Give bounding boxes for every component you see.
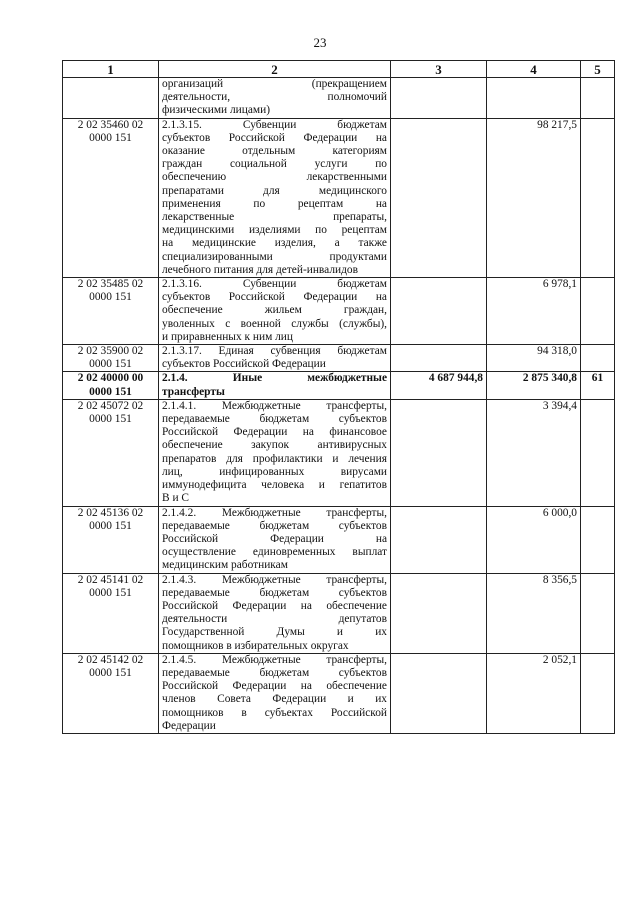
amount-col3: 4 687 944,8 (391, 372, 487, 399)
classification-code: 2 02 35460 02 0000 151 (63, 118, 159, 277)
classification-code: 2 02 45142 02 0000 151 (63, 653, 159, 733)
description-line: субъектов Российской Федерации на (162, 131, 387, 144)
revenue-description (159, 506, 391, 573)
description-line: оказание отдельным категориям (162, 145, 387, 158)
description-line: помощников в избирательных округах (162, 639, 349, 652)
description-line: помощников в субъектах Российской (162, 706, 387, 719)
amount-col4: 2 875 340,8 (487, 372, 581, 399)
amount-col4: 3 394,4 (487, 399, 581, 506)
description-line: обеспечение жильем граждан, (162, 304, 387, 317)
header-cell: 5 (581, 61, 615, 78)
amount-col4: 8 356,5 (487, 573, 581, 653)
amount-col3 (391, 399, 487, 506)
description-line: В и С (162, 492, 189, 505)
description-line: препаратами для медицинского (162, 184, 387, 197)
description-line: 2.1.3.16. Субвенции бюджетам (162, 278, 387, 291)
table-body (63, 78, 615, 734)
description-line: Государственной Думы и их (162, 626, 387, 639)
description-line: передаваемые бюджетам субъектов (162, 586, 387, 599)
table-row (63, 372, 615, 399)
description-line: иммунодефицита человека и гепатитов (162, 479, 387, 492)
description-line: 2.1.4.1. Межбюджетные трансферты, (162, 399, 387, 412)
revenue-description (159, 573, 391, 653)
classification-code (63, 78, 159, 119)
revenue-description (159, 78, 391, 119)
description-line: специализированными продуктами (162, 250, 387, 263)
description-line: Российской Федерации на (162, 532, 387, 545)
classification-code: 2 02 45072 02 0000 151 (63, 399, 159, 506)
description-line: субъектов Российской Федерации (162, 358, 326, 371)
table-row (63, 278, 615, 345)
description-line: 2.1.4.2. Межбюджетные трансферты, (162, 506, 387, 519)
amount-col3 (391, 118, 487, 277)
description-line: граждан социальной услуги по (162, 158, 387, 171)
amount-col5 (581, 573, 615, 653)
classification-code: 2 02 35485 02 0000 151 (63, 278, 159, 345)
revenue-description (159, 345, 391, 372)
amount-col4: 6 978,1 (487, 278, 581, 345)
description-line: и приравненных к ним лиц (162, 330, 294, 343)
header-cell: 4 (487, 61, 581, 78)
amount-col5 (581, 278, 615, 345)
description-line: деятельности депутатов (162, 613, 387, 626)
description-line: Российской Федерации на финансовое (162, 426, 387, 439)
header-cell: 3 (391, 61, 487, 78)
table-row (63, 573, 615, 653)
amount-col5 (581, 653, 615, 733)
description-line: трансферты (162, 385, 225, 398)
description-line: применения по рецептам на (162, 197, 387, 210)
budget-table (62, 60, 615, 734)
page-number: 23 (313, 35, 327, 50)
description-line: 2.1.4.3. Межбюджетные трансферты, (162, 573, 387, 586)
description-line: осуществление единовременных выплат (162, 546, 387, 559)
amount-col4: 94 318,0 (487, 345, 581, 372)
description-line: медицинскими изделиями по рецептам (162, 224, 387, 237)
amount-col4: 6 000,0 (487, 506, 581, 573)
table-row (63, 78, 615, 119)
table-row (63, 653, 615, 733)
amount-col5 (581, 345, 615, 372)
amount-col3 (391, 278, 487, 345)
revenue-description (159, 278, 391, 345)
amount-col5 (581, 399, 615, 506)
header-row (63, 61, 615, 78)
revenue-description (159, 399, 391, 506)
description-line: лиц, инфицированных вирусами (162, 465, 387, 478)
description-line: субъектов Российской Федерации на (162, 291, 387, 304)
description-line: передаваемые бюджетам субъектов (162, 666, 387, 679)
amount-col5 (581, 118, 615, 277)
classification-code: 2 02 40000 00 0000 151 (63, 372, 159, 399)
description-line: уволенных с военной службы (службы), (162, 317, 387, 330)
description-line: членов Совета Федерации и их (162, 693, 387, 706)
amount-col3 (391, 573, 487, 653)
header-cell: 2 (159, 61, 391, 78)
description-line: 2.1.4. Иные межбюджетные (162, 372, 387, 385)
header-cell: 1 (63, 61, 159, 78)
description-line: обеспечение закупок антивирусных (162, 439, 387, 452)
description-line: передаваемые бюджетам субъектов (162, 519, 387, 532)
classification-code: 2 02 45136 02 0000 151 (63, 506, 159, 573)
table-row (63, 506, 615, 573)
table-row (63, 399, 615, 506)
amount-col5 (581, 78, 615, 119)
amount-col5 (581, 506, 615, 573)
amount-col4: 2 052,1 (487, 653, 581, 733)
description-line: деятельности, полномочий (162, 91, 387, 104)
table-row (63, 345, 615, 372)
description-line: на медицинские изделия, а также (162, 237, 387, 250)
description-line: физическими лицами) (162, 104, 271, 117)
amount-col3 (391, 653, 487, 733)
table-row (63, 118, 615, 277)
amount-col3 (391, 345, 487, 372)
description-line: 2.1.3.17. Единая субвенция бюджетам (162, 345, 387, 358)
amount-col4 (487, 78, 581, 119)
amount-col4: 98 217,5 (487, 118, 581, 277)
description-line: Российской Федерации на обеспечение (162, 680, 387, 693)
description-line: обеспечению лекарственными (162, 171, 387, 184)
description-line: передаваемые бюджетам субъектов (162, 413, 387, 426)
description-line: лекарственные препараты, (162, 211, 387, 224)
amount-col3 (391, 78, 487, 119)
description-line: 2.1.4.5. Межбюджетные трансферты, (162, 653, 387, 666)
classification-code: 2 02 35900 02 0000 151 (63, 345, 159, 372)
amount-col5: 61 (581, 372, 615, 399)
description-line: Федерации (162, 719, 216, 732)
description-line: медицинским работникам (162, 559, 288, 572)
revenue-description (159, 653, 391, 733)
description-line: лечебного питания для детей-инвалидов (162, 263, 358, 276)
description-line: Российской Федерации на обеспечение (162, 599, 387, 612)
description-line: 2.1.3.15. Субвенции бюджетам (162, 118, 387, 131)
description-line: организаций (прекращением (162, 78, 387, 90)
classification-code: 2 02 45141 02 0000 151 (63, 573, 159, 653)
revenue-description (159, 118, 391, 277)
description-line: препаратов для профилактики и лечения (162, 452, 387, 465)
amount-col3 (391, 506, 487, 573)
revenue-description (159, 372, 391, 399)
